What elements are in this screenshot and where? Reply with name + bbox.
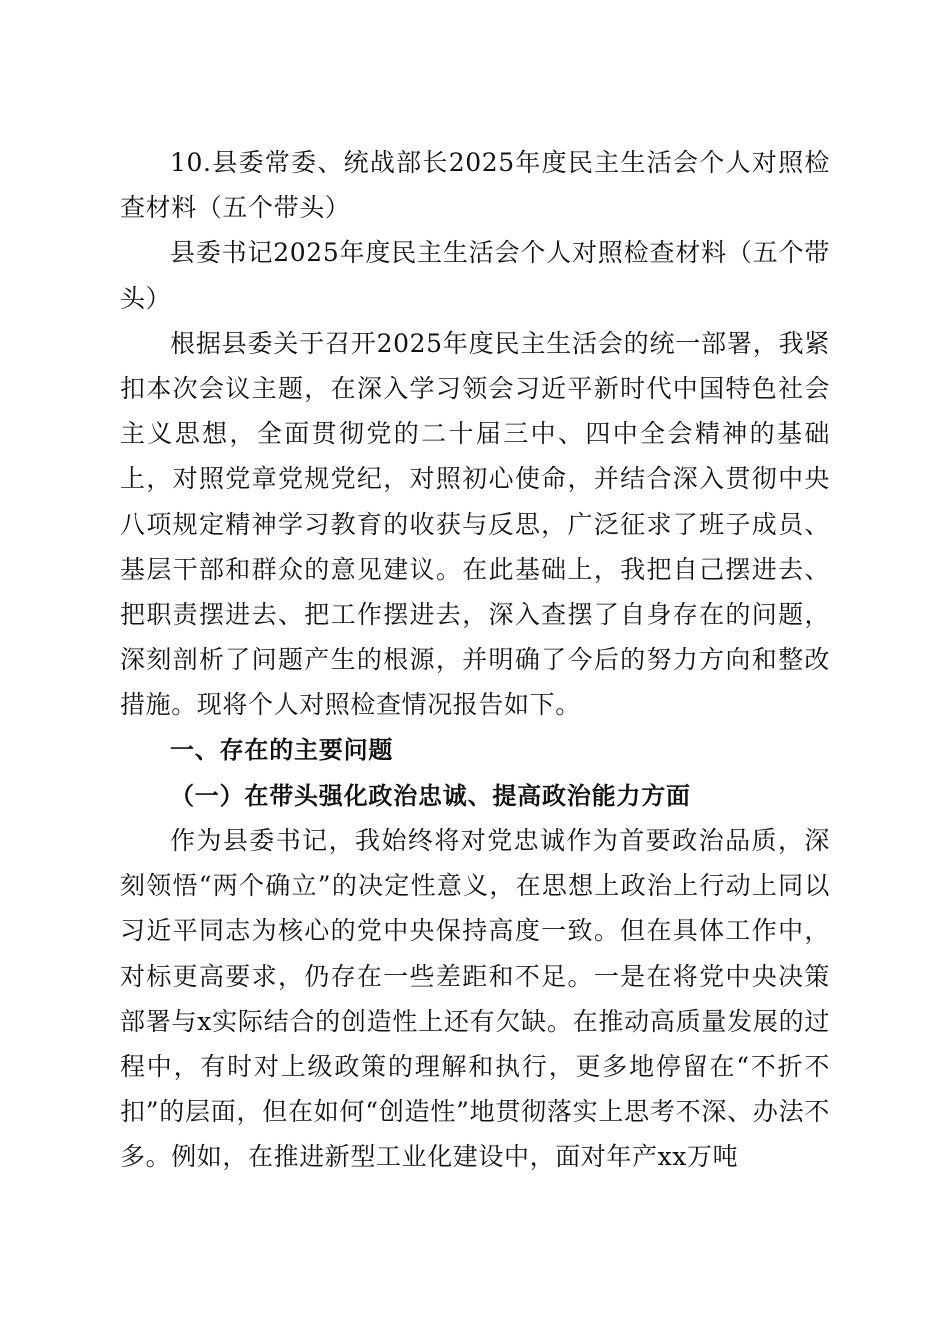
section-heading: 一、存在的主要问题 [170,735,394,764]
document-subtitle: 县委书记2025年度民主生活会个人对照检查材料（五个带头） [120,238,830,313]
document-body [120,140,830,1180]
body-paragraph: 作为县委书记，我始终将对党忠诚作为首要政治品质，深刻领悟“两个确立”的决定性意义，在思想上政治上行动上同以习近平同志为核心的党中央保持高度一致。但在具体工作中，对标更高要求，仍存在一些差距和不足。一是在将党中央决策部署与x实际结合的创造性上还有欠缺。在推动高质量发展的过程中，有时对上级政策的理解和执行，更多地停留在“不折不扣”的层面，但在如何“创造性”地贯彻落实上思考不深、办法不多。例如，在推进新型工业化建设中，面对年产xx万吨 [120,826,830,1172]
document-title: 10.县委常委、统战部长2025年度民主生活会个人对照检查材料（五个带头） [120,148,830,223]
intro-paragraph: 根据县委关于召开2025年度民主生活会的统一部署，我紧扣本次会议主题，在深入学习领会习近平新时代中国特色社会主义思想，全面贯彻党的二十届三中、四中全会精神的基础上，对照党章党规党纪，对照初心使命，并结合深入贯彻中央八项规定精神学习教育的收获与反思，广泛征求了班子成员、基层干部和群众的意见建议。在此基础上，我把自己摆进去、把职责摆进去、把工作摆进去，深入查摆了自身存在的问题，深刻剖析了问题产生的根源，并明确了今后的努力方向和整改措施。现将个人对照检查情况报告如下。 [120,328,830,720]
subsection-heading: （一）在带头强化政治忠诚、提高政治能力方面 [170,780,691,810]
